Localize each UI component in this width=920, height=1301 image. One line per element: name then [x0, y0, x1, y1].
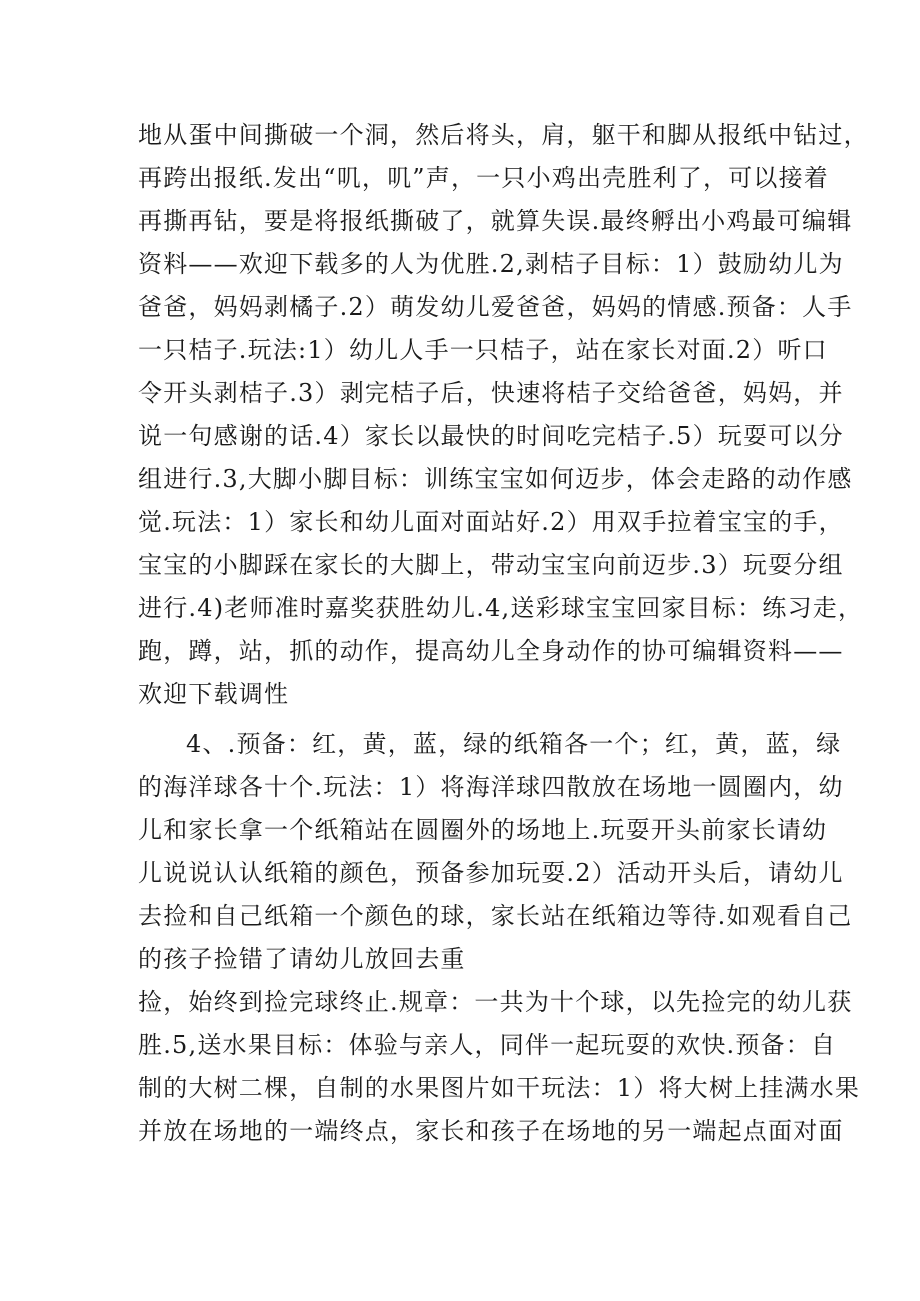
- text-line: 进行.4)老师准时嘉奖获胜幼儿.4,送彩球宝宝回家目标：练习走，: [138, 594, 864, 622]
- text-line: 的孩子捡错了请幼儿放回去重: [138, 945, 466, 973]
- text-line: 资料——欢迎下载多的人为优胜.2,剥桔子目标：1）鼓励幼儿为: [138, 250, 844, 278]
- text-line: 再跨出报纸.发出“叽，叽”声，一只小鸡出壳胜利了，可以接着: [138, 164, 829, 192]
- text-line: 捡，始终到捡完球终止.规章：一共为十个球，以先捡完的幼儿获: [138, 988, 853, 1016]
- text-line: 胜.5,送水果目标：体验与亲人，同伴一起玩耍的欢快.预备：自: [138, 1031, 837, 1059]
- text-line: 再撕再钻，要是将报纸撕破了，就算失误.最终孵出小鸡最可编辑: [138, 207, 853, 235]
- text-line: 制的大树二棵，自制的水果图片如干玩法：1）将大树上挂满水果: [138, 1074, 861, 1102]
- text-line: 并放在场地的一端终点，家长和孩子在场地的另一端起点面对面: [138, 1117, 844, 1145]
- text-line: 地从蛋中间撕破一个洞，然后将头，肩，躯干和脚从报纸中钻过，: [138, 121, 869, 149]
- text-line: 儿和家长拿一个纸箱站在圆圈外的场地上.玩耍开头前家长请幼: [138, 816, 828, 844]
- text-line: 觉.玩法：1）家长和幼儿面对面站好.2）用双手拉着宝宝的手，: [138, 508, 844, 536]
- text-line: 一只桔子.玩法:1）幼儿人手一只桔子，站在家长对面.2）听口: [138, 336, 828, 364]
- text-line: 欢迎下载调性: [138, 680, 290, 708]
- text-line: 跑，蹲，站，抓的动作，提高幼儿全身动作的协可编辑资料——: [138, 637, 844, 665]
- text-line: 宝宝的小脚踩在家长的大脚上，带动宝宝向前迈步.3）玩耍分组: [138, 551, 844, 579]
- text-line: 的海洋球各十个.玩法：1）将海洋球四散放在场地一圆圈内，幼: [138, 773, 844, 801]
- text-line: 去捡和自己纸箱一个颜色的球，家长站在纸箱边等待.如观看自己: [138, 902, 853, 930]
- text-line: 儿说说认认纸箱的颜色，预备参加玩耍.2）活动开头后，请幼儿: [138, 859, 844, 887]
- paragraph-start-line: 4、.预备：红，黄，蓝，绿的纸箱各一个；红，黄，蓝，绿: [186, 730, 842, 758]
- text-line: 组进行.3,大脚小脚目标：训练宝宝如何迈步，体会走路的动作感: [138, 465, 853, 493]
- text-line: 说一句感谢的话.4）家长以最快的时间吃完桔子.5）玩耍可以分: [138, 422, 844, 450]
- text-line: 爸爸，妈妈剥橘子.2）萌发幼儿爱爸爸，妈妈的情感.预备：人手: [138, 293, 853, 321]
- text-line: 令开头剥桔子.3）剥完桔子后，快速将桔子交给爸爸，妈妈，并: [138, 379, 844, 407]
